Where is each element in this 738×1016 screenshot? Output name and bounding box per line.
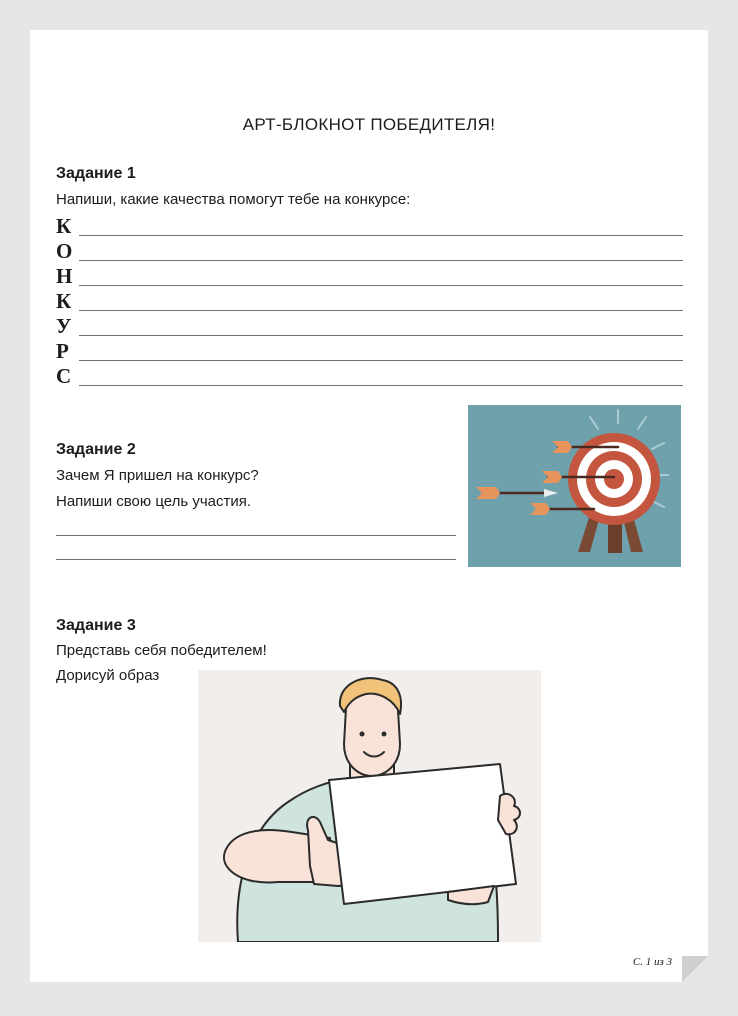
target-illustration <box>468 405 681 567</box>
task3-instruction: Представь себя победителем! <box>56 642 267 659</box>
acrostic-row <box>56 291 683 316</box>
acrostic-letter: С <box>56 364 72 388</box>
acrostic-letter: У <box>56 314 72 338</box>
acrostic-row <box>56 216 683 241</box>
task2-instruction: Напиши свою цель участия. <box>56 493 252 510</box>
page-number: С. 1 из 3 <box>632 956 672 968</box>
worksheet-page <box>30 30 708 982</box>
task2-heading: Задание 2 <box>56 441 136 458</box>
acrostic-row <box>56 366 683 391</box>
acrostic-letter: Н <box>56 264 73 288</box>
acrostic-row <box>56 316 683 341</box>
page-title: АРТ-БЛОКНОТ ПОБЕДИТЕЛЯ! <box>242 115 496 134</box>
acrostic-letter: К <box>56 214 72 238</box>
answer-line[interactable] <box>56 535 456 536</box>
acrostic-letter: О <box>56 239 73 263</box>
answer-line[interactable] <box>79 235 683 236</box>
task3-heading: Задание 3 <box>56 617 136 634</box>
answer-line[interactable] <box>79 335 683 336</box>
acrostic-letter: Р <box>56 339 69 363</box>
answer-line[interactable] <box>79 310 683 311</box>
task1-instruction: Напиши, какие качества помогут тебе на конкурсе: <box>56 191 411 208</box>
acrostic-letter: К <box>56 289 72 313</box>
task1-heading: Задание 1 <box>56 165 136 182</box>
answer-line[interactable] <box>79 285 683 286</box>
acrostic-row <box>56 341 683 366</box>
answer-line[interactable] <box>56 559 456 560</box>
task3-drawing-prompt: Дорисуй образ <box>56 667 160 684</box>
page-corner-fold <box>682 956 708 982</box>
acrostic-row <box>56 241 683 266</box>
acrostic-row <box>56 266 683 291</box>
answer-line[interactable] <box>79 360 683 361</box>
man-holding-blank-sign-illustration <box>198 670 541 942</box>
answer-line[interactable] <box>79 260 683 261</box>
task2-question: Зачем Я пришел на конкурс? <box>56 467 259 484</box>
answer-line[interactable] <box>79 385 683 386</box>
